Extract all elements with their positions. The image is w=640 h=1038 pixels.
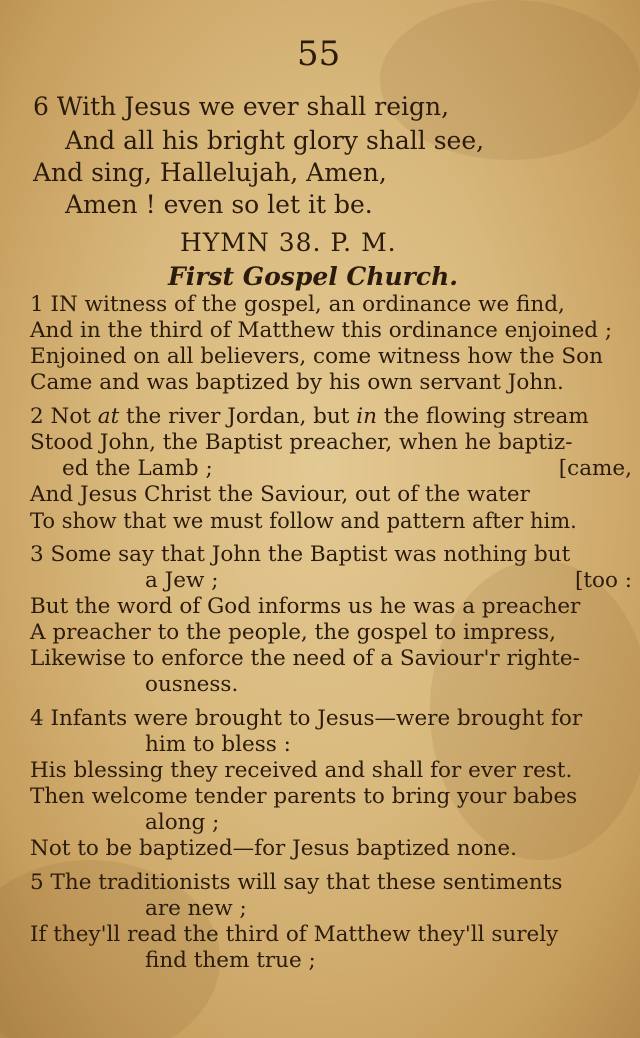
verse6-line2: And all his bright glory shall see, [65,126,485,155]
verse3-line2-turnover: [too : [575,568,632,593]
verse4-line4: Then welcome tender parents to bring your babes [30,784,578,809]
verse3-line5: Likewise to enforce the need of a Saviour'r righte- [30,646,580,671]
verse2-line2: Stood John, the Baptist preacher, when he baptiz- [30,430,573,455]
verse4-line2: him to bless : [145,732,291,757]
hymn-subtitle: First Gospel Church. [168,262,458,291]
verse5-line2: are new ; [145,896,247,921]
verse6-line1: 6 With Jesus we ever shall reign, [33,92,450,121]
hymn-title: HYMN 38. P. M. [180,228,397,257]
verse5-line4: find them true ; [145,948,316,973]
verse2-text: 2 Not [30,404,98,429]
verse2-line1 [30,404,640,430]
verse4-line6: Not to be baptized—for Jesus baptized none. [30,836,517,861]
verse2-text: the flowing stream [377,404,589,429]
verse3-line4: A preacher to the people, the gospel to impress, [30,620,556,645]
verse5-line3: If they'll read the third of Matthew they'll surely [30,922,559,947]
verse6-line4: Amen ! even so let it be. [65,190,373,219]
verse1-line2: And in the third of Matthew this ordinance enjoined ; [30,318,613,343]
verse2-emphasis-at: at [97,404,120,429]
verse4-line1: 4 Infants were brought to Jesus—were brought for [30,706,583,731]
page-number: 55 [297,34,341,74]
verse1-line1: 1 IN witness of the gospel, an ordinance we find, [30,292,565,317]
verse6-line3: And sing, Hallelujah, Amen, [33,158,387,187]
verse3-line1: 3 Some say that John the Baptist was nothing but [30,542,571,567]
verse4-line3: His blessing they received and shall for ever rest. [30,758,573,783]
verse2-line4: And Jesus Christ the Saviour, out of the water [30,482,530,507]
verse2-line5: To show that we must follow and pattern after him. [30,509,577,533]
verse1-line4: Came and was baptized by his own servant John. [30,370,564,395]
verse2-line3-text: ed the Lamb ; [62,456,213,481]
verse3-line6: ousness. [145,672,239,697]
verse4-line5: along ; [145,810,220,835]
verse3-line2-text: a Jew ; [145,568,219,593]
verse2-line3-turnover: [came, [558,456,632,481]
verse5-line1: 5 The traditionists will say that these sentiments [30,870,563,895]
verse2-text: the river Jordan, but [119,404,357,429]
verse2-emphasis-in: in [356,404,377,429]
verse3-line3: But the word of God informs us he was a preacher [30,594,581,619]
verse1-line3: Enjoined on all believers, come witness how the Son [30,344,603,369]
